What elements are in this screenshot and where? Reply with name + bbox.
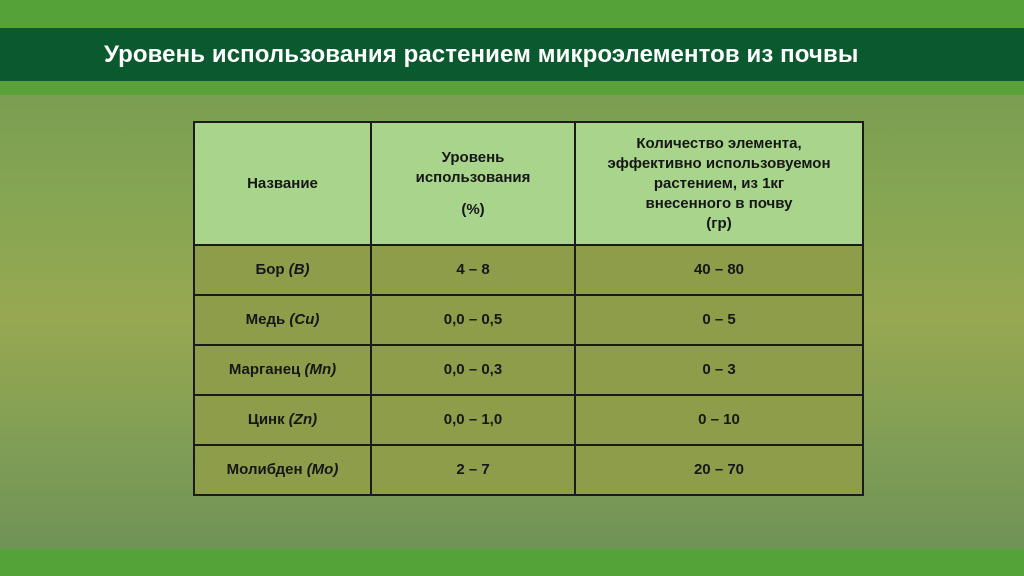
element-symbol: (B) [288, 261, 310, 278]
table-row [194, 445, 863, 495]
title-underline-strip [0, 81, 1024, 95]
cell-usage: 4 – 8 [371, 245, 575, 295]
cell-amount: 0 – 10 [575, 395, 863, 445]
table-row [194, 295, 863, 345]
cell-usage: 0,0 – 1,0 [371, 395, 575, 445]
header-name-label: Название [247, 174, 318, 192]
table-row [194, 395, 863, 445]
cell-element-name [194, 345, 371, 395]
table-row [194, 245, 863, 295]
bottom-accent-strip [0, 549, 1024, 576]
table-row [194, 345, 863, 395]
header-usage [371, 122, 575, 245]
cell-amount: 40 – 80 [575, 245, 863, 295]
header-amount-line3: растением, из 1кг [653, 174, 785, 192]
cell-amount: 0 – 5 [575, 295, 863, 345]
element-symbol: (Mn) [304, 361, 337, 378]
element-symbol: (Mo) [306, 461, 339, 478]
cell-amount: 20 – 70 [575, 445, 863, 495]
element-name: Марганец [228, 361, 301, 378]
header-amount-line1: Количество элемента, [636, 134, 802, 152]
header-amount [575, 122, 863, 245]
element-name: Медь [245, 311, 286, 328]
cell-usage: 0,0 – 0,3 [371, 345, 575, 395]
header-usage-line1: Уровень [441, 148, 505, 166]
header-amount-line4: внесенного в почву [645, 194, 793, 212]
cell-element-name [194, 245, 371, 295]
header-amount-line2: эффективно использовуемон [607, 154, 831, 172]
element-name: Молибден [226, 461, 303, 478]
element-symbol: (Zn) [288, 411, 318, 428]
title-bar [0, 28, 1024, 81]
header-usage-unit: (%) [461, 200, 485, 218]
element-name: Цинк [247, 411, 285, 428]
cell-element-name [194, 295, 371, 345]
element-symbol: (Cu) [289, 311, 320, 328]
cell-element-name [194, 395, 371, 445]
cell-usage: 2 – 7 [371, 445, 575, 495]
slide-title: Уровень использования растением микроэлементов из почвы [104, 40, 859, 68]
top-accent-strip [0, 0, 1024, 28]
header-usage-line2: использования [415, 168, 531, 186]
header-name [194, 122, 371, 245]
element-name: Бор [255, 261, 285, 278]
header-amount-unit: (гр) [706, 214, 732, 232]
table-header-row [194, 122, 863, 245]
cell-amount: 0 – 3 [575, 345, 863, 395]
cell-element-name [194, 445, 371, 495]
microelements-table [193, 121, 864, 496]
cell-usage: 0,0 – 0,5 [371, 295, 575, 345]
